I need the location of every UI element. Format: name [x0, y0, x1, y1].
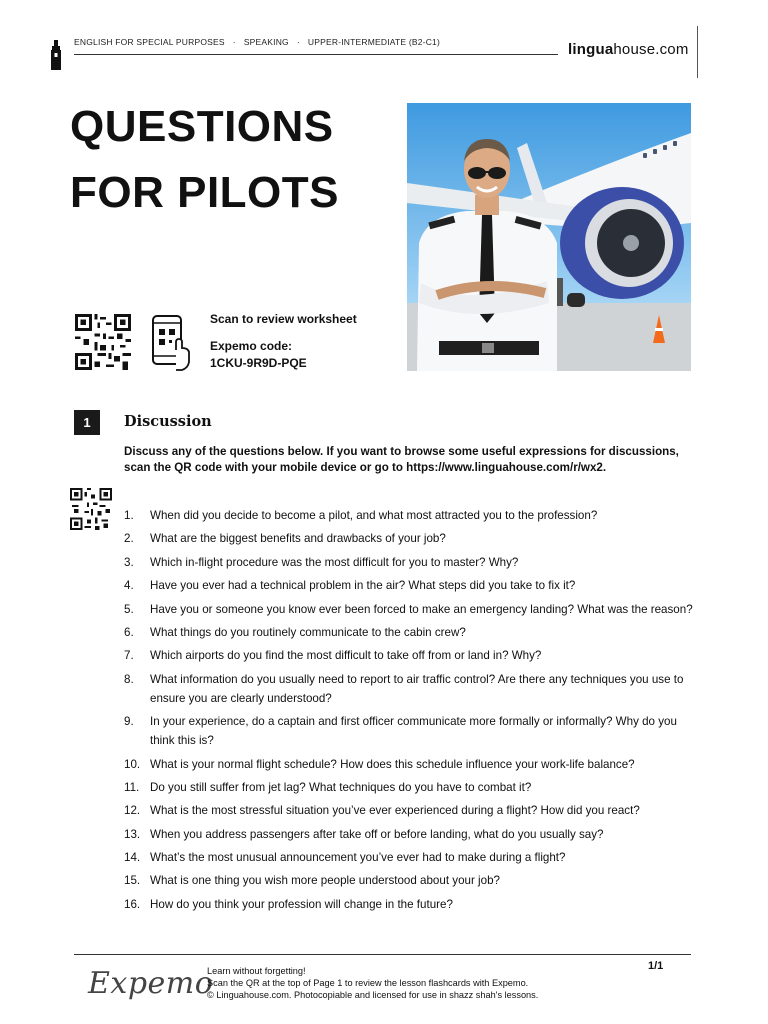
- header-divider: [74, 54, 558, 55]
- question-text: What’s the most unusual announcement you’ve ever had to make during a flight?: [150, 851, 566, 865]
- question-text: What information do you usually need to report to air traffic control? Are there any techniques you use to ensure you are clearly understood?: [150, 672, 684, 705]
- question-number: 16.: [124, 897, 141, 911]
- question-number: 7.: [124, 649, 134, 663]
- question-text: When did you decide to become a pilot, and what most attracted you to the profession?: [150, 509, 598, 522]
- expemo-code: 1CKU-9R9D-PQE: [210, 356, 307, 370]
- question-text: What is one thing you wish more people understood about your job?: [150, 874, 500, 888]
- question-number: 4.: [124, 579, 134, 593]
- scan-label: Scan to review worksheet: [210, 312, 357, 326]
- list-item: [124, 670, 696, 708]
- crumb-skill: SPEAKING: [243, 37, 289, 47]
- question-number: 13.: [124, 827, 141, 841]
- question-number: 5.: [124, 602, 134, 616]
- question-number: 14.: [124, 851, 141, 865]
- qr-code-icon[interactable]: [73, 314, 133, 370]
- question-text: What is the most stressful situation you’ve ever experienced during a flight? How did you react?: [150, 804, 640, 818]
- question-text: Do you still suffer from jet lag? What techniques do you have to combat it?: [150, 780, 532, 794]
- linguahouse-logo[interactable]: [568, 41, 689, 58]
- list-item: [124, 801, 696, 820]
- crumb-level: UPPER-INTERMEDIATE (B2-C1): [307, 37, 440, 47]
- crumb-subject: ENGLISH FOR SPECIAL PURPOSES: [74, 37, 225, 47]
- list-item: [124, 848, 696, 867]
- list-item: [124, 646, 696, 665]
- list-item: [124, 623, 696, 642]
- question-text: What are the biggest benefits and drawbacks of your job?: [150, 532, 446, 546]
- question-number: 8.: [124, 672, 134, 686]
- question-list: [124, 506, 696, 918]
- question-number: 1.: [124, 509, 134, 522]
- page-number: 1/1: [648, 960, 664, 972]
- list-item: [124, 755, 696, 774]
- list-item: [124, 506, 696, 525]
- section-instructions: Discuss any of the questions below. If you want to browse some useful expressions for discussions, scan the QR code with your mobile device or go to https://www.linguahouse.com/r/wx2.: [124, 445, 679, 474]
- page-title: [70, 94, 339, 226]
- question-number: 2.: [124, 532, 134, 546]
- expemo-code-label: Expemo code:: [210, 339, 293, 353]
- logo-bold: lingua: [568, 41, 614, 58]
- list-item: [124, 600, 696, 619]
- phone-scan-icon: [150, 314, 192, 372]
- list-item: [124, 529, 696, 548]
- qr-code-icon[interactable]: [69, 488, 113, 530]
- question-text: How do you think your profession will change in the future?: [150, 897, 453, 911]
- footer-tagline: Learn without forgetting!: [207, 966, 306, 976]
- list-item: [124, 712, 696, 750]
- list-item: [124, 553, 696, 572]
- question-number: 3.: [124, 555, 134, 569]
- list-item: [124, 895, 696, 914]
- list-item: [124, 825, 696, 844]
- tower-icon: [50, 40, 62, 70]
- footer-divider: [74, 954, 691, 955]
- question-number: 11.: [124, 780, 140, 794]
- breadcrumb: [74, 37, 440, 47]
- title-line-2: FOR PILOTS: [70, 168, 339, 217]
- footer-instruction: Scan the QR at the top of Page 1 to review the lesson flashcards with Expemo.: [207, 978, 529, 988]
- question-number: 9.: [124, 715, 134, 729]
- question-text: Have you or someone you know ever been forced to make an emergency landing? What was the reason?: [150, 602, 693, 616]
- section-title: Discussion: [124, 413, 212, 430]
- expemo-logo[interactable]: Expemo: [88, 966, 214, 1001]
- question-number: 6.: [124, 625, 134, 639]
- list-item: [124, 778, 696, 797]
- footer-copyright: © Linguahouse.com. Photocopiable and licensed for use in shazz shah's lessons.: [207, 990, 539, 1000]
- section-number: 1: [74, 410, 100, 435]
- question-text: Have you ever had a technical problem in the air? What steps did you take to fix it?: [150, 579, 576, 593]
- question-text: When you address passengers after take off or before landing, what do you usually say?: [150, 827, 604, 841]
- list-item: [124, 871, 696, 890]
- question-text: What things do you routinely communicate to the cabin crew?: [150, 625, 466, 639]
- pilot-photo: [407, 103, 691, 371]
- question-text: Which airports do you find the most difficult to take off from or land in? Why?: [150, 649, 542, 663]
- question-text: In your experience, do a captain and first officer communicate more formally or informally? Why do you think this is?: [150, 715, 677, 748]
- title-line-1: QUESTIONS: [70, 102, 334, 151]
- question-text: What is your normal flight schedule? How does this schedule influence your work-life balance?: [150, 757, 635, 771]
- question-text: Which in-flight procedure was the most difficult for you to master? Why?: [150, 555, 519, 569]
- question-number: 12.: [124, 804, 141, 818]
- question-number: 15.: [124, 874, 141, 888]
- scan-info: [210, 312, 357, 383]
- crumb-separator: ·: [296, 37, 300, 47]
- list-item: [124, 576, 696, 595]
- question-number: 10.: [124, 757, 141, 771]
- header-vertical-rule: [697, 26, 698, 78]
- logo-rest: house.com: [613, 41, 689, 58]
- footer-notice: [207, 965, 538, 1001]
- crumb-separator: ·: [232, 37, 236, 47]
